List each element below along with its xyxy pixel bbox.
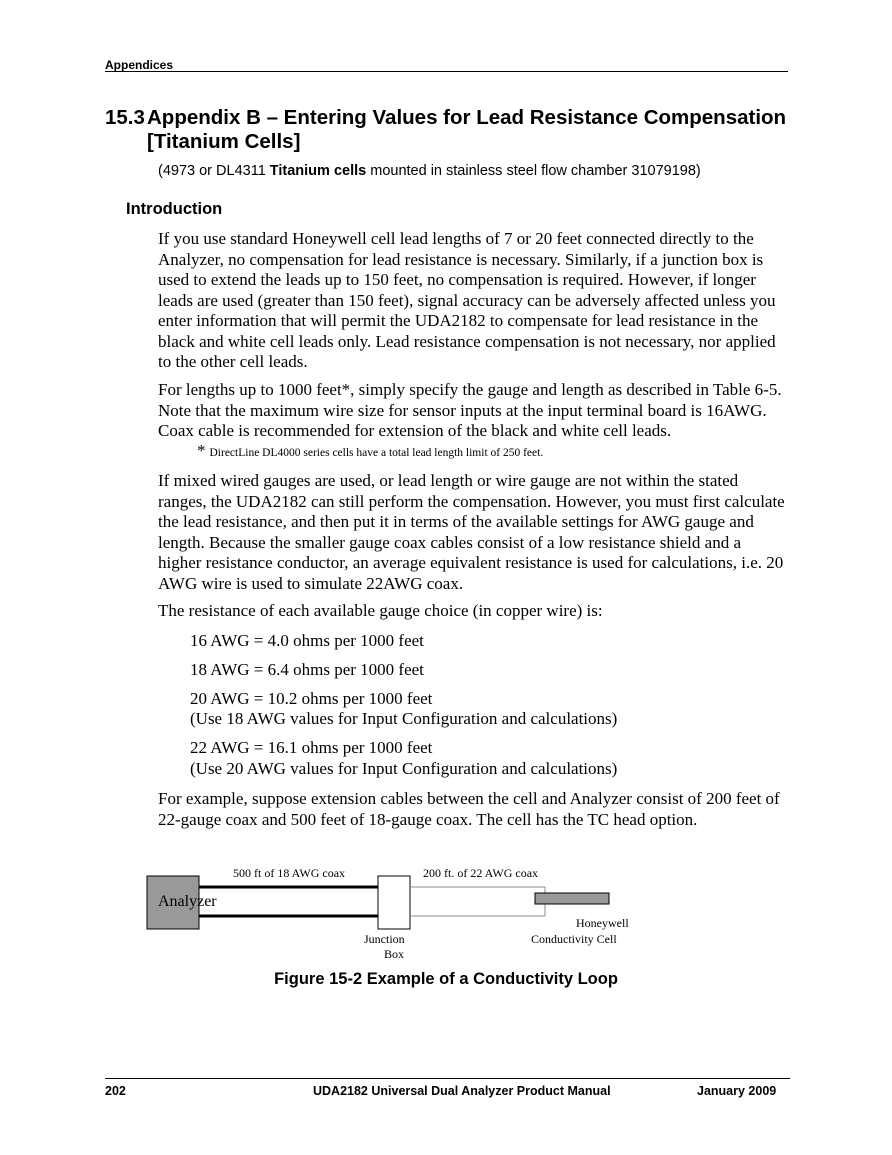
cable-18awg-label: 500 ft of 18 AWG coax: [233, 866, 346, 880]
footnote-star: *: [197, 441, 206, 460]
running-header: Appendices: [105, 58, 174, 72]
publication-date: January 2009: [697, 1084, 777, 1098]
junction-box: [378, 876, 410, 929]
intro-paragraph-4: The resistance of each available gauge choice (in copper wire) is:: [158, 601, 603, 620]
cell-label-line2: Conductivity Cell: [531, 932, 617, 946]
subtitle-pre: (4973 or DL4311: [158, 163, 270, 179]
analyzer-label: Analyzer: [158, 893, 217, 910]
section-number: 15.3: [105, 106, 145, 129]
footnote-text: DirectLine DL4000 series cells have a total lead length limit of 250 feet.: [209, 447, 544, 459]
subtitle-bold: Titanium cells: [269, 163, 367, 179]
gauge-20awg-note: (Use 18 AWG values for Input Configuration and calculations): [190, 709, 618, 728]
page-number: 202: [105, 1084, 126, 1098]
figure-caption: Figure 15-2 Example of a Conductivity Loop: [274, 970, 618, 988]
gauge-22awg: 22 AWG = 16.1 ohms per 1000 feet: [190, 738, 433, 757]
section-subtitle: [158, 163, 701, 179]
footnote: [197, 441, 543, 461]
header-rule: [105, 71, 788, 72]
intro-paragraph-3: If mixed wired gauges are used, or lead length or wire gauge are not within the stated ranges, the UDA2182 can still perform the compensation. However, you must first calculate the lead resistance, and then put it in terms of the available settings for AWG gauge and length. Because the smaller gauge coax cables consist of a low resistance shield and a higher resistance conductor, an average equivalent resistance is used for calculations, i.e. 20 AWG wire is used to simulate 22AWG coax.: [158, 471, 785, 593]
intro-paragraph-2: For lengths up to 1000 feet*, simply specify the gauge and length as described in Table 6-5. Note that the maximum wire size for sensor inputs at the input terminal board is 16AWG. Coax cable is recommended for extension of the black and white cell leads.: [158, 380, 782, 440]
gauge-18awg: 18 AWG = 6.4 ohms per 1000 feet: [190, 660, 424, 679]
gauge-20awg: 20 AWG = 10.2 ohms per 1000 feet: [190, 689, 433, 708]
subtitle-post: mounted in stainless steel flow chamber 31079198): [366, 163, 701, 179]
conductivity-loop-diagram: [140, 860, 660, 965]
cell-label-line1: Honeywell: [576, 916, 629, 930]
cable-22awg-label: 200 ft. of 22 AWG coax: [423, 866, 539, 880]
gauge-16awg: 16 AWG = 4.0 ohms per 1000 feet: [190, 631, 424, 650]
intro-paragraph-1: If you use standard Honeywell cell lead lengths of 7 or 20 feet connected directly to the Analyzer, no compensation for lead resistance is necessary. Similarly, if a junction box is used to extend the leads up to 150 feet, no compensation is required. However, if longer leads are used (greater than 150 feet), signal accuracy can be adversely affected unless you enter information that will permit the UDA2182 to compensate for lead resistance in the black and white cell leads only. Lead resistance compensation is not necessary, nor applied to the other cell leads.: [158, 229, 776, 371]
junction-label-line1: Junction: [364, 932, 405, 946]
footer-rule: [105, 1078, 790, 1079]
intro-paragraph-5: For example, suppose extension cables between the cell and Analyzer consist of 200 feet of 22-gauge coax and 500 feet of 18-gauge coax. The cell has the TC head option.: [158, 789, 780, 829]
conductivity-cell: [535, 893, 609, 904]
gauge-22awg-note: (Use 20 AWG values for Input Configuration and calculations): [190, 759, 618, 778]
junction-label-line2: Box: [384, 947, 405, 961]
intro-heading: Introduction: [126, 200, 223, 218]
section-title-text: Appendix B – Entering Values for Lead Resistance Compensation [Titanium Cells]: [147, 106, 787, 153]
manual-title: UDA2182 Universal Dual Analyzer Product Manual: [313, 1084, 611, 1098]
